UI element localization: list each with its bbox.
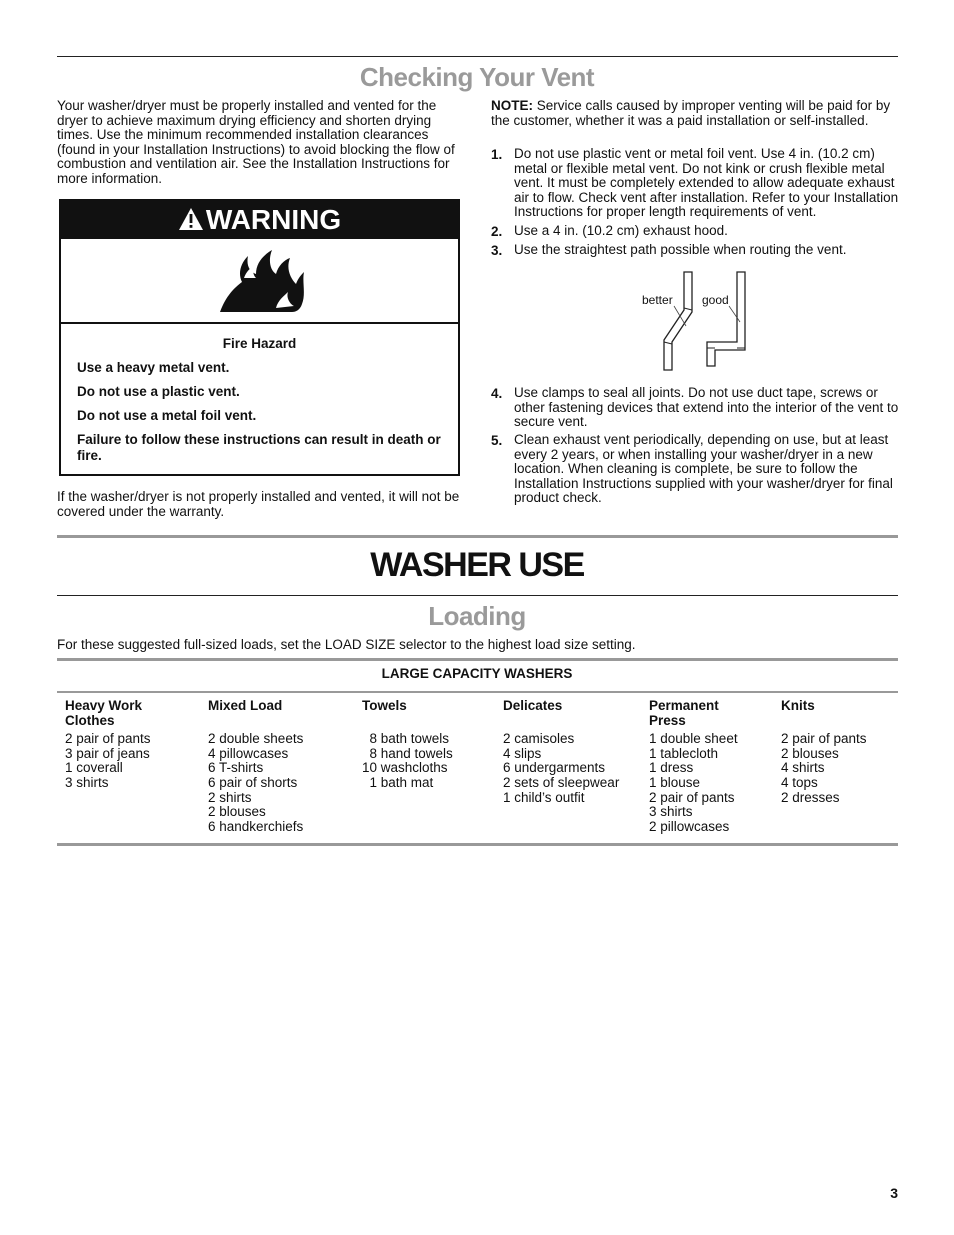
table-column (208, 699, 348, 834)
warning-label: WARNING (205, 204, 342, 235)
column-header: Towels (362, 698, 407, 713)
list-item: 2 pair of pants (65, 731, 151, 747)
step-number: 3. (491, 243, 503, 258)
washer-use-bottom-rule (57, 595, 898, 596)
washer-use-title: WASHER USE (370, 546, 584, 584)
list-item: 3 shirts (65, 774, 109, 790)
table-header-rule (57, 691, 898, 693)
list-item: 2 pair of pants (649, 789, 735, 805)
table-column (649, 699, 774, 834)
diagram-label-good: good (702, 293, 729, 307)
warranty-note: If the washer/dryer is not properly installed and vented, it will not be covered under the warranty. (57, 489, 460, 519)
list-item: 2 sets of sleepwear (503, 774, 620, 790)
table-column (65, 699, 195, 791)
column-header: Knits (781, 698, 815, 713)
column-items (208, 732, 348, 834)
column-header: Mixed Load (208, 698, 283, 713)
warning-line: Failure to follow these instructions can result in death or fire. (77, 432, 441, 463)
list-item: 2 pair of pants (781, 731, 867, 747)
step-text: Use the straightest path possible when routing the vent. (514, 242, 847, 257)
list-item: 8 bath towels (362, 731, 450, 747)
table-column (503, 699, 643, 805)
column-header: Delicates (503, 698, 563, 713)
loading-intro: For these suggested full-sized loads, set the LOAD SIZE selector to the highest load size setting. (57, 637, 636, 652)
column-items (781, 732, 896, 805)
step-text: Clean exhaust vent periodically, depending on use, but at least every 2 years, or when installing your washer/dryer in a new location. When cleaning is complete, be sure to follow the Installation Instructions supplied with your washer/dryer for final product check. (514, 432, 893, 506)
step-number: 4. (491, 386, 503, 401)
list-item: 2 pillowcases (649, 818, 730, 834)
list-item: 1 blouse (649, 774, 701, 790)
list-item: 1 coverall (65, 760, 123, 776)
fire-hazard-icon (216, 248, 306, 314)
column-items (362, 732, 492, 790)
table-column (781, 699, 896, 805)
list-item: 2 blouses (781, 745, 839, 761)
list-item: 2 dresses (781, 789, 840, 805)
column-items (503, 732, 643, 805)
list-item: 2 camisoles (503, 731, 575, 747)
list-item: 6 undergarments (503, 760, 606, 776)
list-item: 3 shirts (649, 804, 693, 820)
table-bottom-rule (57, 843, 898, 846)
list-item: 2 blouses (208, 804, 266, 820)
warning-line: Use a heavy metal vent. (77, 360, 230, 375)
note-paragraph (491, 99, 896, 128)
list-item: 2 double sheets (208, 731, 304, 747)
column-header: Permanent Press (649, 698, 719, 728)
step-number: 5. (491, 433, 503, 448)
list-item: 10 washcloths (362, 760, 448, 776)
fire-icon-area (61, 239, 458, 324)
list-item: 1 dress (649, 760, 694, 776)
list-item: 4 tops (781, 774, 818, 790)
step-text: Do not use plastic vent or metal foil vent. Use 4 in. (10.2 cm) metal or flexible metal vent. Do not kink or crush flexible metal vent. It must be completely extended to allow adequate exhaust air to flow. Check vent after installation. Refer to your Installation Instructions for proper length requirements of vent. (514, 146, 899, 220)
warning-header (61, 201, 458, 239)
note-text: Service calls caused by improper venting will be paid for by the customer, whether it was a paid installation or self-installed. (491, 98, 891, 128)
step-number: 1. (491, 147, 503, 162)
warning-hazard-title: Fire Hazard (222, 336, 297, 351)
vent-routing-diagram (636, 268, 766, 378)
top-rule (57, 56, 898, 57)
step-number: 2. (491, 224, 503, 239)
loading-title: Loading (428, 601, 526, 631)
list-item: 2 shirts (208, 789, 252, 805)
column-items (649, 732, 774, 834)
list-item: 1 tablecloth (649, 745, 719, 761)
table-top-rule (57, 658, 898, 661)
washer-use-top-rule (57, 535, 898, 538)
warning-box (59, 199, 460, 476)
table-title: LARGE CAPACITY WASHERS (381, 666, 573, 681)
note-label: NOTE: (491, 98, 533, 113)
warning-triangle-icon (178, 207, 204, 231)
list-item: 4 pillowcases (208, 745, 289, 761)
column-header: Heavy Work Clothes (65, 698, 143, 728)
list-item: 1 double sheet (649, 731, 738, 747)
list-item: 3 pair of jeans (65, 745, 150, 761)
list-item: 4 slips (503, 745, 542, 761)
vent-section-title: Checking Your Vent (359, 62, 595, 92)
list-item: 4 shirts (781, 760, 825, 776)
list-item: 8 hand towels (362, 745, 453, 761)
column-items (65, 732, 195, 790)
list-item: 1 child’s outfit (503, 789, 585, 805)
diagram-label-better: better (642, 293, 673, 307)
page-number: 3 (890, 1185, 898, 1201)
list-item: 1 bath mat (362, 774, 434, 790)
step-text: Use a 4 in. (10.2 cm) exhaust hood. (514, 223, 728, 238)
vent-intro-paragraph: Your washer/dryer must be properly installed and vented for the dryer to achieve maximum drying efficiency and shorten drying times. Use the minimum recommended installation clearances (found in your Installation Instructions) to avoid blocking the flow of combustion and ventilation air. See the Installation Instructions for more information. (57, 98, 455, 186)
table-column (362, 699, 492, 791)
warning-line: Do not use a metal foil vent. (77, 408, 257, 423)
warning-line: Do not use a plastic vent. (77, 384, 240, 399)
list-item: 6 T-shirts (208, 760, 264, 776)
list-item: 6 handkerchiefs (208, 818, 304, 834)
list-item: 6 pair of shorts (208, 774, 298, 790)
step-text: Use clamps to seal all joints. Do not use duct tape, screws or other fastening devices that extend into the interior of the vent to secure vent. (514, 385, 899, 430)
